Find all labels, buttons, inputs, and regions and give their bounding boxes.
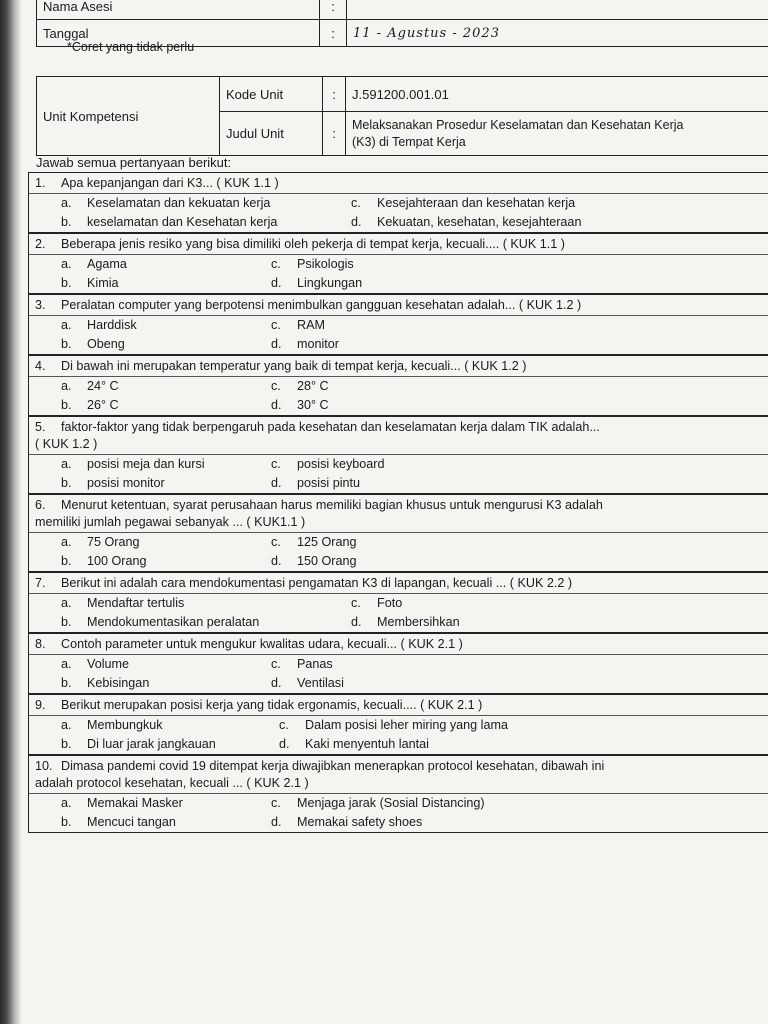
option-letter: d. [271,554,282,568]
judul-label: Judul Unit [220,112,323,156]
option-row [29,794,768,813]
question-7 [28,572,768,633]
option-row [29,194,768,213]
question-number: 10. [35,759,53,773]
option-letter: d. [351,615,362,629]
question-3 [28,294,768,355]
option-text: Kesejahteraan dan kesehatan kerja [377,196,576,210]
option-letter: d. [279,737,290,751]
option-text: posisi monitor [87,476,165,490]
scan-edge-shadow [0,0,22,1024]
question-text [29,756,768,794]
option-text: Memakai Masker [87,796,183,810]
option-text: Foto [377,596,403,610]
option-letter: b. [61,554,72,568]
option-letter: b. [61,215,72,229]
question-prompt: Peralatan computer yang berpotensi menimbulkan gangguan kesehatan adalah... ( KUK 1.2 ) [61,298,582,312]
answer-option[interactable] [61,316,271,335]
answer-option[interactable] [271,255,354,274]
judul-line-2: (K3) di Tempat Kerja [352,134,466,149]
question-prompt-continued: memiliki jumlah pegawai sebanyak ... ( KUK1.1 ) [35,515,306,529]
option-row [29,655,768,674]
option-row [29,716,768,735]
option-text: posisi pintu [297,476,361,490]
question-prompt: Di bawah ini merupakan temperatur yang baik di tempat kerja, kecuali... ( KUK 1.2 ) [61,359,527,373]
option-letter: d. [271,676,282,690]
option-row [29,533,768,552]
answer-option[interactable] [61,396,271,415]
option-row [29,813,768,833]
option-letter: a. [61,596,72,610]
question-number: 7. [35,576,46,590]
option-letter: a. [61,657,72,671]
option-text: Kekuatan, kesehatan, kesejahteraan [377,215,582,229]
option-letter: b. [61,337,72,351]
option-text: Mendokumentasikan peralatan [87,615,260,629]
option-letter: c. [351,196,361,210]
option-text: 24° C [87,379,119,393]
question-text [29,234,768,255]
judul-line-1: Melaksanakan Prosedur Keselamatan dan Kesehatan Kerja [352,117,684,132]
answer-option[interactable] [271,655,333,674]
option-text: Mendaftar tertulis [87,596,185,610]
option-letter: a. [61,796,72,810]
option-letter: c. [271,318,281,332]
option-text: Membersihkan [377,615,460,629]
option-text: Kebisingan [87,676,150,690]
option-letter: b. [61,276,72,290]
question-8 [28,633,768,694]
option-text: Dalam posisi leher miring yang lama [305,718,508,732]
option-letter: d. [271,398,282,412]
unit-table [36,76,768,156]
kode-value: J.591200.001.01 [346,77,768,112]
option-letter: d. [271,337,282,351]
question-text [29,495,768,533]
option-row [29,594,768,613]
option-text: 26° C [87,398,119,412]
option-row [29,316,768,335]
answer-option[interactable] [271,396,329,415]
option-letter: a. [61,718,72,732]
question-number: 2. [35,237,46,251]
question-prompt-continued: adalah protocol kesehatan, kecuali ... ( KUK 2.1 ) [35,776,309,790]
option-row [29,552,768,572]
kode-label: Kode Unit [220,77,323,112]
question-text [29,417,768,455]
answer-option[interactable] [61,213,351,232]
question-6 [28,494,768,572]
answer-option[interactable] [61,594,351,613]
option-letter: c. [271,535,281,549]
answer-option[interactable] [271,274,362,293]
answer-option[interactable] [271,335,339,354]
option-letter: c. [271,796,281,810]
instruction: Jawab semua pertanyaan berikut: [36,155,232,170]
answer-option[interactable] [61,552,271,571]
option-text: 75 Orang [87,535,140,549]
option-letter: b. [61,476,72,490]
option-text: Di luar jarak jangkauan [87,737,216,751]
judul-separator: : [323,112,346,156]
option-text: 30° C [297,398,329,412]
answer-option[interactable] [61,735,279,754]
tanggal-separator: : [320,20,347,47]
option-letter: c. [271,379,281,393]
option-letter: c. [271,257,281,271]
option-row [29,396,768,416]
answer-option[interactable] [271,794,485,813]
option-letter: b. [61,737,72,751]
option-letter: c. [271,457,281,471]
option-text: Mencuci tangan [87,815,176,829]
answer-option[interactable] [61,794,271,813]
answer-option[interactable] [61,655,271,674]
option-text: keselamatan dan Kesehatan kerja [87,215,278,229]
question-text [29,173,768,194]
option-letter: b. [61,676,72,690]
option-text: posisi meja dan kursi [87,457,205,471]
answer-option[interactable] [351,594,402,613]
question-text [29,356,768,377]
question-2 [28,233,768,294]
option-row [29,474,768,494]
option-letter: a. [61,457,72,471]
option-text: posisi keyboard [297,457,385,471]
answer-option[interactable] [271,552,357,571]
question-prompt: Berikut ini adalah cara mendokumentasi pengamatan K3 di lapangan, kecuali ... ( KUK 2.2 ) [61,576,573,590]
option-row [29,274,768,294]
option-text: Volume [87,657,130,671]
answer-option[interactable] [61,377,271,396]
kode-separator: : [323,77,346,112]
answer-option[interactable] [351,613,460,632]
option-letter: b. [61,615,72,629]
strike-note: *Coret yang tidak perlu [67,40,195,54]
answer-option[interactable] [61,194,351,213]
option-letter: b. [61,398,72,412]
nama-value [347,0,768,20]
option-letter: c. [271,657,281,671]
option-text: 125 Orang [297,535,357,549]
question-number: 1. [35,176,46,190]
tanggal-value: 11 - Agustus - 2023 [347,20,768,47]
answer-option[interactable] [61,533,271,552]
question-number: 6. [35,498,46,512]
question-text [29,695,768,716]
option-text: monitor [297,337,339,351]
answer-option[interactable] [351,194,575,213]
answer-option[interactable] [61,613,351,632]
question-prompt: faktor-faktor yang tidak berpengaruh pada kesehatan dan keselamatan kerja dalam TIK adalah... [61,420,600,434]
question-9 [28,694,768,755]
answer-option[interactable] [61,813,271,832]
option-letter: d. [271,276,282,290]
nama-label: Nama Asesi [37,0,320,20]
option-letter: c. [279,718,289,732]
question-prompt: Menurut ketentuan, syarat perusahaan harus memiliki bagian khusus untuk mengurusi K3 adalah [61,498,603,512]
question-number: 5. [35,420,46,434]
option-letter: a. [61,535,72,549]
option-text: Obeng [87,337,125,351]
option-text: Ventilasi [297,676,344,690]
answer-option[interactable] [61,274,271,293]
question-prompt: Beberapa jenis resiko yang bisa dimiliki oleh pekerja di tempat kerja, kecuali.... ( KUK 1.1 ) [61,237,565,251]
answer-option[interactable] [271,474,360,493]
question-number: 8. [35,637,46,651]
option-text: Membungkuk [87,718,163,732]
option-letter: d. [271,476,282,490]
answer-option[interactable] [279,716,508,735]
option-text: Kimia [87,276,119,290]
option-row [29,213,768,233]
question-1 [28,172,768,233]
option-text: Agama [87,257,127,271]
question-text [29,573,768,594]
answer-option[interactable] [271,674,344,693]
answer-option[interactable] [271,316,325,335]
option-row [29,735,768,755]
question-number: 4. [35,359,46,373]
option-row [29,613,768,633]
option-text: Panas [297,657,333,671]
question-prompt: Berikut merupakan posisi kerja yang tidak ergonamis, kecuali.... ( KUK 2.1 ) [61,698,483,712]
question-text [29,634,768,655]
question-prompt-continued: ( KUK 1.2 ) [35,437,98,451]
option-letter: a. [61,379,72,393]
answer-option[interactable] [271,533,357,552]
question-number: 9. [35,698,46,712]
option-letter: a. [61,257,72,271]
option-letter: d. [351,215,362,229]
question-prompt: Apa kepanjangan dari K3... ( KUK 1.1 ) [61,176,279,190]
option-text: Psikologis [297,257,354,271]
question-4 [28,355,768,416]
option-row [29,455,768,474]
tanggal-label: Tanggal [37,20,320,47]
answer-option[interactable] [271,813,422,832]
question-number: 3. [35,298,46,312]
option-text: Kaki menyentuh lantai [305,737,429,751]
option-letter: d. [271,815,282,829]
nama-separator: : [320,0,347,20]
option-text: Lingkungan [297,276,363,290]
option-text: RAM [297,318,325,332]
answer-option[interactable] [61,335,271,354]
option-text: 100 Orang [87,554,147,568]
answer-option[interactable] [61,716,279,735]
option-text: 28° C [297,379,329,393]
option-letter: a. [61,196,72,210]
answer-option[interactable] [351,213,581,232]
option-letter: b. [61,815,72,829]
option-row [29,255,768,274]
answer-option[interactable] [61,674,271,693]
option-letter: c. [351,596,361,610]
unit-label: Unit Kompetensi [37,77,220,156]
answer-option[interactable] [61,255,271,274]
answer-option[interactable] [61,474,271,493]
question-5 [28,416,768,494]
question-prompt: Dimasa pandemi covid 19 ditempat kerja diwajibkan menerapkan protocol kesehatan, dibawah ini [61,759,605,773]
option-text: 150 Orang [297,554,357,568]
answer-option[interactable] [279,735,429,754]
option-row [29,377,768,396]
option-text: Keselamatan dan kekuatan kerja [87,196,271,210]
answer-option[interactable] [271,455,385,474]
question-prompt: Contoh parameter untuk mengukur kwalitas udara, kecuali... ( KUK 2.1 ) [61,637,463,651]
option-text: Harddisk [87,318,137,332]
option-letter: a. [61,318,72,332]
answer-option[interactable] [271,377,329,396]
option-text: Memakai safety shoes [297,815,423,829]
question-list [28,172,768,833]
option-row [29,674,768,694]
option-row [29,335,768,355]
option-text: Menjaga jarak (Sosial Distancing) [297,796,485,810]
question-10 [28,755,768,833]
question-text [29,295,768,316]
judul-value [346,112,768,156]
answer-option[interactable] [61,455,271,474]
